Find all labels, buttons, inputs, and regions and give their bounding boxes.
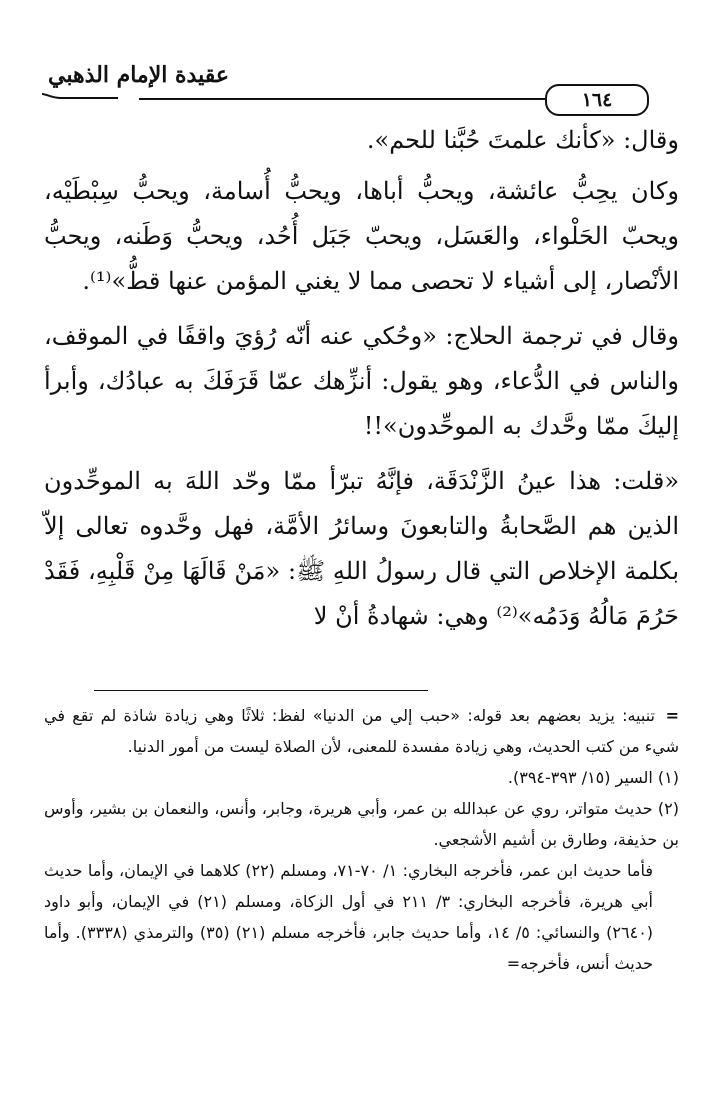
footnote-2: (٢) حديث متواتر، روي عن عبدالله بن عمر، وأبي هريرة، وجابر، وأنس، والنعمان بن بشير، وأوس بن حذيفة، وطارق بن أشيم الأشجعي. [44, 799, 679, 849]
page-number: ١٦٤ [545, 84, 649, 116]
footnote-separator [94, 690, 428, 691]
footnote-continuation-text: تنبيه: يزيد بعضهم بعد قوله: «حبب إلي من الدنيا» لفظ: ثلاثًا وهي زيادة شاذة لم تقع في شيء من كتب الحديث، وهي زيادة مفسدة للمعنى، لأن الصلاة ليست من أمور الدنيا. [44, 706, 679, 756]
header-ornament [40, 92, 118, 106]
footnote-1: (١) السير (١٥/ ٣٩٣-٣٩٤). [507, 768, 679, 787]
paragraph-1: وقال: «كأنك علمتَ حُبَّنا للحم». [366, 126, 679, 154]
footnote-2-continued: فأما حديث ابن عمر، فأخرجه البخاري: ١/ ٧٠-٧١، ومسلم (٢٢) كلاهما في الإيمان، وأما حديث أبي هريرة، فأخرجه البخاري: ٣/ ٢١١ في أول الزكاة، ومسلم (٢١) في الإيمان، وأبو داود (٢٦٤٠) والنسائي: ٥/ ١٤، وأما حديث جابر، فأخرجه مسلم (٢١) (٣٥) والترمذي (٣٣٣٨). وأما حديث أنس، فأخرجه= [44, 861, 654, 973]
paragraph-4: «قلت: هذا عينُ الزَّنْدَقَة، فإنَّهُ تبرّأ ممّا وحّد اللهَ به الموحِّدون الذين هم الصَّحابةُ والتابعونَ وسائرُ الأمَّة، فهل وحَّدوه تعالى إلاّ بكلمة الإخلاص التي قال رسولُ اللهِ ﷺ: «مَنْ قَالَهَا مِنْ قَلْبِهِ، فَقَدْ حَرُمَ مَالُهُ وَدَمُه»⁽²⁾ وهي: شهادةُ أنْ لا [44, 467, 679, 630]
running-title: عقيدة الإمام الذهبي [48, 62, 229, 88]
main-text [44, 118, 679, 649]
footnote-continuation [44, 700, 679, 762]
footnotes [44, 700, 679, 979]
continuation-mark: = [665, 706, 679, 725]
paragraph-3: وقال في ترجمة الحلاج: «وحُكي عنه أنّه رُؤيَ واقفًا في الموقف، والناس في الدُّعاء، وهو يقول: أنزِّهك عمّا قَرَفَكَ به عبادُك، وأبرأ إليكَ ممّا وحَّدك به الموحِّدون»!! [44, 322, 679, 440]
paragraph-2: وكان يحِبُّ عائشة، ويحبُّ أباها، ويحبُّ أُسامة، ويحبُّ سِبْطَيْه، ويحبّ الحَلْواء، والعَسَل، ويحبّ جَبَل أُحُد، ويحبُّ وَطَنه، ويحبُّ الأنْصار، إلى أشياء لا تحصى مما لا يغني المؤمن عنها قطُّ»⁽¹⁾. [44, 177, 679, 295]
